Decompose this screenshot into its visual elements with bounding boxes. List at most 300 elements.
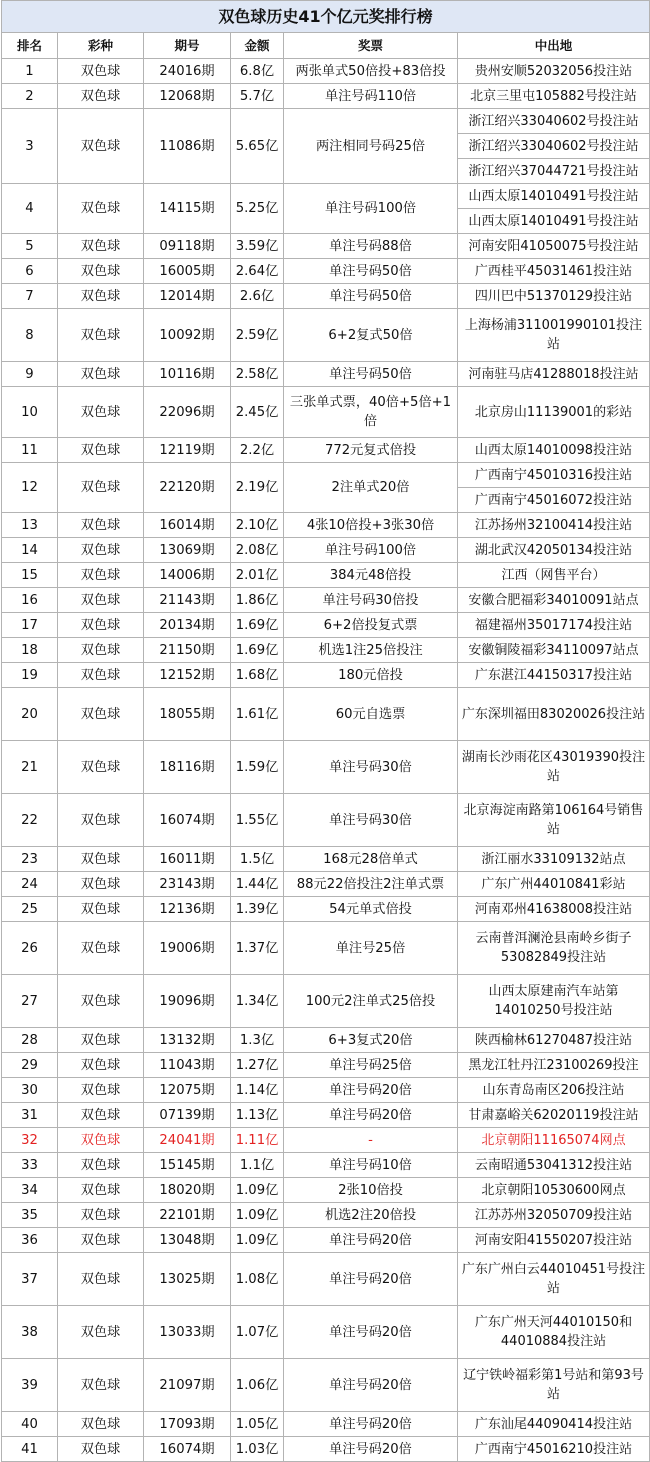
location-cell: 山西太原14010491号投注站 bbox=[458, 209, 650, 234]
location-cell: 福建福州35017174投注站 bbox=[458, 613, 650, 638]
game-cell: 双色球 bbox=[58, 538, 144, 563]
amount-cell: 1.3亿 bbox=[231, 1028, 284, 1053]
game-cell: 双色球 bbox=[58, 1228, 144, 1253]
amount-cell: 1.86亿 bbox=[231, 588, 284, 613]
amount-cell: 1.55亿 bbox=[231, 794, 284, 847]
ticket-cell: 机选1注25倍投注 bbox=[284, 638, 458, 663]
amount-cell: 5.25亿 bbox=[231, 184, 284, 234]
table-row bbox=[2, 184, 650, 209]
rank-cell: 40 bbox=[2, 1412, 58, 1437]
table-row bbox=[2, 872, 650, 897]
amount-cell: 1.13亿 bbox=[231, 1103, 284, 1128]
ranking-table-container bbox=[1, 0, 649, 1462]
issue-cell: 18055期 bbox=[144, 688, 231, 741]
issue-cell: 14006期 bbox=[144, 563, 231, 588]
issue-cell: 21097期 bbox=[144, 1359, 231, 1412]
issue-cell: 19006期 bbox=[144, 922, 231, 975]
table-row bbox=[2, 463, 650, 488]
table-row bbox=[2, 387, 650, 438]
game-cell: 双色球 bbox=[58, 1253, 144, 1306]
rank-cell: 1 bbox=[2, 59, 58, 84]
issue-cell: 07139期 bbox=[144, 1103, 231, 1128]
amount-cell: 1.44亿 bbox=[231, 872, 284, 897]
table-row bbox=[2, 234, 650, 259]
rank-cell: 13 bbox=[2, 513, 58, 538]
ticket-cell: 三张单式票，40倍+5倍+1倍 bbox=[284, 387, 458, 438]
location-cell: 北京三里屯105882号投注站 bbox=[458, 84, 650, 109]
ticket-cell: 单注号码20倍 bbox=[284, 1306, 458, 1359]
rank-cell: 14 bbox=[2, 538, 58, 563]
location-cell: 贵州安顺52032056投注站 bbox=[458, 59, 650, 84]
game-cell: 双色球 bbox=[58, 872, 144, 897]
ticket-cell: 单注号码30倍 bbox=[284, 794, 458, 847]
location-cell: 四川巴中51370129投注站 bbox=[458, 284, 650, 309]
game-cell: 双色球 bbox=[58, 309, 144, 362]
issue-cell: 15145期 bbox=[144, 1153, 231, 1178]
header-ticket: 奖票 bbox=[284, 33, 458, 59]
rank-cell: 5 bbox=[2, 234, 58, 259]
ticket-cell: 单注号码20倍 bbox=[284, 1359, 458, 1412]
rank-cell: 41 bbox=[2, 1437, 58, 1462]
game-cell: 双色球 bbox=[58, 184, 144, 234]
location-cell: 广东湛江44150317投注站 bbox=[458, 663, 650, 688]
issue-cell: 22120期 bbox=[144, 463, 231, 513]
amount-cell: 5.65亿 bbox=[231, 109, 284, 184]
rank-cell: 9 bbox=[2, 362, 58, 387]
table-row bbox=[2, 794, 650, 847]
issue-cell: 12014期 bbox=[144, 284, 231, 309]
ticket-cell: 单注号码20倍 bbox=[284, 1228, 458, 1253]
table-row bbox=[2, 1128, 650, 1153]
rank-cell: 2 bbox=[2, 84, 58, 109]
issue-cell: 12068期 bbox=[144, 84, 231, 109]
issue-cell: 12152期 bbox=[144, 663, 231, 688]
table-title: 双色球历史41个亿元奖排行榜 bbox=[2, 1, 650, 33]
table-row bbox=[2, 563, 650, 588]
issue-cell: 11043期 bbox=[144, 1053, 231, 1078]
rank-cell: 29 bbox=[2, 1053, 58, 1078]
location-cell: 江苏苏州32050709投注站 bbox=[458, 1203, 650, 1228]
game-cell: 双色球 bbox=[58, 59, 144, 84]
ticket-cell: 单注号码100倍 bbox=[284, 184, 458, 234]
game-cell: 双色球 bbox=[58, 1178, 144, 1203]
game-cell: 双色球 bbox=[58, 1437, 144, 1462]
rank-cell: 6 bbox=[2, 259, 58, 284]
location-cell: 北京朝阳10530600网点 bbox=[458, 1178, 650, 1203]
rank-cell: 7 bbox=[2, 284, 58, 309]
amount-cell: 1.1亿 bbox=[231, 1153, 284, 1178]
table-row bbox=[2, 588, 650, 613]
location-cell: 江西（网售平台） bbox=[458, 563, 650, 588]
location-cell: 湖南长沙雨花区43019390投注站 bbox=[458, 741, 650, 794]
location-cell: 浙江绍兴33040602号投注站 bbox=[458, 134, 650, 159]
table-row bbox=[2, 513, 650, 538]
ticket-cell: 6+2倍投复式票 bbox=[284, 613, 458, 638]
amount-cell: 1.27亿 bbox=[231, 1053, 284, 1078]
table-row bbox=[2, 1228, 650, 1253]
location-cell: 辽宁铁岭福彩第1号站和第93号站 bbox=[458, 1359, 650, 1412]
rank-cell: 20 bbox=[2, 688, 58, 741]
rank-cell: 19 bbox=[2, 663, 58, 688]
game-cell: 双色球 bbox=[58, 234, 144, 259]
issue-cell: 13132期 bbox=[144, 1028, 231, 1053]
location-cell: 甘肃嘉峪关62020119投注站 bbox=[458, 1103, 650, 1128]
rank-cell: 36 bbox=[2, 1228, 58, 1253]
table-row bbox=[2, 438, 650, 463]
table-row bbox=[2, 1437, 650, 1462]
issue-cell: 13033期 bbox=[144, 1306, 231, 1359]
location-cell: 黑龙江牡丹江23100269投注 bbox=[458, 1053, 650, 1078]
ticket-cell: 单注号码20倍 bbox=[284, 1103, 458, 1128]
table-row bbox=[2, 538, 650, 563]
issue-cell: 19096期 bbox=[144, 975, 231, 1028]
table-row bbox=[2, 1412, 650, 1437]
game-cell: 双色球 bbox=[58, 513, 144, 538]
issue-cell: 09118期 bbox=[144, 234, 231, 259]
issue-cell: 22101期 bbox=[144, 1203, 231, 1228]
ticket-cell: 单注号码50倍 bbox=[284, 284, 458, 309]
location-cell: 北京房山11139001的彩站 bbox=[458, 387, 650, 438]
table-row bbox=[2, 84, 650, 109]
table-row bbox=[2, 309, 650, 362]
rank-cell: 33 bbox=[2, 1153, 58, 1178]
game-cell: 双色球 bbox=[58, 1078, 144, 1103]
ticket-cell: 180元倍投 bbox=[284, 663, 458, 688]
location-cell: 浙江绍兴33040602号投注站 bbox=[458, 109, 650, 134]
issue-cell: 20134期 bbox=[144, 613, 231, 638]
amount-cell: 1.09亿 bbox=[231, 1178, 284, 1203]
location-cell: 云南昭通53041312投注站 bbox=[458, 1153, 650, 1178]
ticket-cell: 2注单式20倍 bbox=[284, 463, 458, 513]
rank-cell: 21 bbox=[2, 741, 58, 794]
amount-cell: 5.7亿 bbox=[231, 84, 284, 109]
table-row bbox=[2, 613, 650, 638]
table-row bbox=[2, 59, 650, 84]
amount-cell: 2.08亿 bbox=[231, 538, 284, 563]
issue-cell: 18116期 bbox=[144, 741, 231, 794]
ticket-cell: 单注号码10倍 bbox=[284, 1153, 458, 1178]
game-cell: 双色球 bbox=[58, 897, 144, 922]
ticket-cell: 单注号码50倍 bbox=[284, 259, 458, 284]
location-cell: 广东汕尾44090414投注站 bbox=[458, 1412, 650, 1437]
ticket-cell: 单注号码110倍 bbox=[284, 84, 458, 109]
location-cell: 广东广州白云44010451号投注站 bbox=[458, 1253, 650, 1306]
rank-cell: 31 bbox=[2, 1103, 58, 1128]
location-cell: 云南普洱澜沧县南岭乡街子53082849投注站 bbox=[458, 922, 650, 975]
amount-cell: 2.59亿 bbox=[231, 309, 284, 362]
ticket-cell: 两注相同号码25倍 bbox=[284, 109, 458, 184]
ticket-cell: 6+2复式50倍 bbox=[284, 309, 458, 362]
game-cell: 双色球 bbox=[58, 975, 144, 1028]
amount-cell: 2.2亿 bbox=[231, 438, 284, 463]
location-cell: 上海杨浦311001990101投注站 bbox=[458, 309, 650, 362]
amount-cell: 2.45亿 bbox=[231, 387, 284, 438]
game-cell: 双色球 bbox=[58, 438, 144, 463]
issue-cell: 16014期 bbox=[144, 513, 231, 538]
issue-cell: 24041期 bbox=[144, 1128, 231, 1153]
ticket-cell: 单注号码20倍 bbox=[284, 1437, 458, 1462]
amount-cell: 1.68亿 bbox=[231, 663, 284, 688]
ticket-cell: 88元22倍投注2注单式票 bbox=[284, 872, 458, 897]
table-row bbox=[2, 1153, 650, 1178]
location-cell: 广西南宁45016210投注站 bbox=[458, 1437, 650, 1462]
amount-cell: 2.10亿 bbox=[231, 513, 284, 538]
amount-cell: 1.34亿 bbox=[231, 975, 284, 1028]
ticket-cell: 单注号码88倍 bbox=[284, 234, 458, 259]
header-game: 彩种 bbox=[58, 33, 144, 59]
rank-cell: 17 bbox=[2, 613, 58, 638]
amount-cell: 1.06亿 bbox=[231, 1359, 284, 1412]
rank-cell: 8 bbox=[2, 309, 58, 362]
location-cell: 广东广州天河44010150和44010884投注站 bbox=[458, 1306, 650, 1359]
ticket-cell: 60元自选票 bbox=[284, 688, 458, 741]
game-cell: 双色球 bbox=[58, 1359, 144, 1412]
rank-cell: 24 bbox=[2, 872, 58, 897]
rank-cell: 28 bbox=[2, 1028, 58, 1053]
amount-cell: 1.69亿 bbox=[231, 638, 284, 663]
ticket-cell: 单注号码50倍 bbox=[284, 362, 458, 387]
rank-cell: 25 bbox=[2, 897, 58, 922]
location-cell: 陕西榆林61270487投注站 bbox=[458, 1028, 650, 1053]
amount-cell: 1.14亿 bbox=[231, 1078, 284, 1103]
location-cell: 山西太原建南汽车站第14010250号投注站 bbox=[458, 975, 650, 1028]
amount-cell: 2.01亿 bbox=[231, 563, 284, 588]
ticket-cell: - bbox=[284, 1128, 458, 1153]
table-row bbox=[2, 1078, 650, 1103]
game-cell: 双色球 bbox=[58, 794, 144, 847]
rank-cell: 11 bbox=[2, 438, 58, 463]
location-cell: 河南邓州41638008投注站 bbox=[458, 897, 650, 922]
rank-cell: 16 bbox=[2, 588, 58, 613]
amount-cell: 1.11亿 bbox=[231, 1128, 284, 1153]
game-cell: 双色球 bbox=[58, 1103, 144, 1128]
rank-cell: 10 bbox=[2, 387, 58, 438]
location-cell: 北京海淀南路第106164号销售站 bbox=[458, 794, 650, 847]
table-row bbox=[2, 1203, 650, 1228]
ticket-cell: 6+3复式20倍 bbox=[284, 1028, 458, 1053]
game-cell: 双色球 bbox=[58, 663, 144, 688]
amount-cell: 1.59亿 bbox=[231, 741, 284, 794]
ticket-cell: 4张10倍投+3张30倍 bbox=[284, 513, 458, 538]
amount-cell: 2.58亿 bbox=[231, 362, 284, 387]
issue-cell: 22096期 bbox=[144, 387, 231, 438]
issue-cell: 10116期 bbox=[144, 362, 231, 387]
location-cell: 湖北武汉42050134投注站 bbox=[458, 538, 650, 563]
rank-cell: 3 bbox=[2, 109, 58, 184]
game-cell: 双色球 bbox=[58, 387, 144, 438]
table-row bbox=[2, 1306, 650, 1359]
table-row bbox=[2, 1103, 650, 1128]
ticket-cell: 单注号25倍 bbox=[284, 922, 458, 975]
rank-cell: 35 bbox=[2, 1203, 58, 1228]
rank-cell: 4 bbox=[2, 184, 58, 234]
game-cell: 双色球 bbox=[58, 1128, 144, 1153]
header-amount: 金额 bbox=[231, 33, 284, 59]
table-row bbox=[2, 638, 650, 663]
rank-cell: 22 bbox=[2, 794, 58, 847]
ticket-cell: 2张10倍投 bbox=[284, 1178, 458, 1203]
issue-cell: 12075期 bbox=[144, 1078, 231, 1103]
rank-cell: 30 bbox=[2, 1078, 58, 1103]
ticket-cell: 单注号码20倍 bbox=[284, 1253, 458, 1306]
rank-cell: 23 bbox=[2, 847, 58, 872]
ticket-cell: 772元复式倍投 bbox=[284, 438, 458, 463]
location-cell: 河南驻马店41288018投注站 bbox=[458, 362, 650, 387]
location-cell: 广西南宁45010316投注站 bbox=[458, 463, 650, 488]
ticket-cell: 单注号码20倍 bbox=[284, 1078, 458, 1103]
amount-cell: 1.39亿 bbox=[231, 897, 284, 922]
ticket-cell: 100元2注单式25倍投 bbox=[284, 975, 458, 1028]
game-cell: 双色球 bbox=[58, 847, 144, 872]
issue-cell: 23143期 bbox=[144, 872, 231, 897]
header-row bbox=[2, 33, 650, 59]
location-cell: 广西桂平45031461投注站 bbox=[458, 259, 650, 284]
issue-cell: 16074期 bbox=[144, 1437, 231, 1462]
issue-cell: 10092期 bbox=[144, 309, 231, 362]
game-cell: 双色球 bbox=[58, 84, 144, 109]
header-location: 中出地 bbox=[458, 33, 650, 59]
issue-cell: 14115期 bbox=[144, 184, 231, 234]
issue-cell: 17093期 bbox=[144, 1412, 231, 1437]
amount-cell: 1.05亿 bbox=[231, 1412, 284, 1437]
issue-cell: 24016期 bbox=[144, 59, 231, 84]
location-cell: 安徽铜陵福彩34110097站点 bbox=[458, 638, 650, 663]
issue-cell: 12119期 bbox=[144, 438, 231, 463]
rank-cell: 27 bbox=[2, 975, 58, 1028]
rank-cell: 18 bbox=[2, 638, 58, 663]
location-cell: 广西南宁45016072投注站 bbox=[458, 488, 650, 513]
amount-cell: 1.09亿 bbox=[231, 1203, 284, 1228]
game-cell: 双色球 bbox=[58, 922, 144, 975]
amount-cell: 1.37亿 bbox=[231, 922, 284, 975]
header-rank: 排名 bbox=[2, 33, 58, 59]
location-cell: 山东青岛南区206投注站 bbox=[458, 1078, 650, 1103]
issue-cell: 12136期 bbox=[144, 897, 231, 922]
game-cell: 双色球 bbox=[58, 688, 144, 741]
ticket-cell: 单注号码100倍 bbox=[284, 538, 458, 563]
issue-cell: 16005期 bbox=[144, 259, 231, 284]
ticket-cell: 384元48倍投 bbox=[284, 563, 458, 588]
table-row bbox=[2, 362, 650, 387]
amount-cell: 1.69亿 bbox=[231, 613, 284, 638]
amount-cell: 1.5亿 bbox=[231, 847, 284, 872]
issue-cell: 21150期 bbox=[144, 638, 231, 663]
issue-cell: 11086期 bbox=[144, 109, 231, 184]
issue-cell: 18020期 bbox=[144, 1178, 231, 1203]
game-cell: 双色球 bbox=[58, 1203, 144, 1228]
rank-cell: 12 bbox=[2, 463, 58, 513]
rank-cell: 37 bbox=[2, 1253, 58, 1306]
table-row bbox=[2, 975, 650, 1028]
game-cell: 双色球 bbox=[58, 1306, 144, 1359]
game-cell: 双色球 bbox=[58, 109, 144, 184]
ticket-cell: 单注号码30倍投 bbox=[284, 588, 458, 613]
table-row bbox=[2, 688, 650, 741]
location-cell: 北京朝阳11165074网点 bbox=[458, 1128, 650, 1153]
game-cell: 双色球 bbox=[58, 1053, 144, 1078]
table-row bbox=[2, 1359, 650, 1412]
issue-cell: 16011期 bbox=[144, 847, 231, 872]
amount-cell: 1.08亿 bbox=[231, 1253, 284, 1306]
location-cell: 河南安阳41550207投注站 bbox=[458, 1228, 650, 1253]
game-cell: 双色球 bbox=[58, 563, 144, 588]
amount-cell: 2.64亿 bbox=[231, 259, 284, 284]
table-row bbox=[2, 847, 650, 872]
game-cell: 双色球 bbox=[58, 1028, 144, 1053]
issue-cell: 13025期 bbox=[144, 1253, 231, 1306]
table-row bbox=[2, 1178, 650, 1203]
game-cell: 双色球 bbox=[58, 588, 144, 613]
game-cell: 双色球 bbox=[58, 638, 144, 663]
table-body bbox=[2, 59, 650, 1462]
table-row bbox=[2, 741, 650, 794]
amount-cell: 2.6亿 bbox=[231, 284, 284, 309]
location-cell: 山西太原14010491号投注站 bbox=[458, 184, 650, 209]
location-cell: 广东深圳福田83020026投注站 bbox=[458, 688, 650, 741]
issue-cell: 21143期 bbox=[144, 588, 231, 613]
amount-cell: 6.8亿 bbox=[231, 59, 284, 84]
ticket-cell: 两张单式50倍投+83倍投 bbox=[284, 59, 458, 84]
issue-cell: 16074期 bbox=[144, 794, 231, 847]
amount-cell: 1.09亿 bbox=[231, 1228, 284, 1253]
table-row bbox=[2, 922, 650, 975]
amount-cell: 3.59亿 bbox=[231, 234, 284, 259]
amount-cell: 1.07亿 bbox=[231, 1306, 284, 1359]
location-cell: 广东广州44010841彩站 bbox=[458, 872, 650, 897]
location-cell: 浙江绍兴37044721号投注站 bbox=[458, 159, 650, 184]
amount-cell: 1.61亿 bbox=[231, 688, 284, 741]
table-row bbox=[2, 663, 650, 688]
game-cell: 双色球 bbox=[58, 613, 144, 638]
ticket-cell: 54元单式倍投 bbox=[284, 897, 458, 922]
rank-cell: 38 bbox=[2, 1306, 58, 1359]
table-row bbox=[2, 259, 650, 284]
ticket-cell: 168元28倍单式 bbox=[284, 847, 458, 872]
location-cell: 江苏扬州32100414投注站 bbox=[458, 513, 650, 538]
ticket-cell: 机选2注20倍投 bbox=[284, 1203, 458, 1228]
rank-cell: 32 bbox=[2, 1128, 58, 1153]
ticket-cell: 单注号码25倍 bbox=[284, 1053, 458, 1078]
table-row bbox=[2, 1053, 650, 1078]
location-cell: 山西太原14010098投注站 bbox=[458, 438, 650, 463]
game-cell: 双色球 bbox=[58, 741, 144, 794]
amount-cell: 1.03亿 bbox=[231, 1437, 284, 1462]
rank-cell: 34 bbox=[2, 1178, 58, 1203]
amount-cell: 2.19亿 bbox=[231, 463, 284, 513]
issue-cell: 13048期 bbox=[144, 1228, 231, 1253]
table-row bbox=[2, 897, 650, 922]
ticket-cell: 单注号码30倍 bbox=[284, 741, 458, 794]
table-row bbox=[2, 1028, 650, 1053]
location-cell: 安徽合肥福彩34010091站点 bbox=[458, 588, 650, 613]
game-cell: 双色球 bbox=[58, 259, 144, 284]
ticket-cell: 单注号码20倍 bbox=[284, 1412, 458, 1437]
table-row bbox=[2, 109, 650, 134]
header-issue: 期号 bbox=[144, 33, 231, 59]
game-cell: 双色球 bbox=[58, 362, 144, 387]
location-cell: 河南安阳41050075号投注站 bbox=[458, 234, 650, 259]
rank-cell: 15 bbox=[2, 563, 58, 588]
game-cell: 双色球 bbox=[58, 284, 144, 309]
location-cell: 浙江丽水33109132站点 bbox=[458, 847, 650, 872]
game-cell: 双色球 bbox=[58, 463, 144, 513]
table-row bbox=[2, 284, 650, 309]
jackpot-ranking-table bbox=[1, 0, 650, 1462]
game-cell: 双色球 bbox=[58, 1153, 144, 1178]
table-row bbox=[2, 1253, 650, 1306]
issue-cell: 13069期 bbox=[144, 538, 231, 563]
rank-cell: 26 bbox=[2, 922, 58, 975]
